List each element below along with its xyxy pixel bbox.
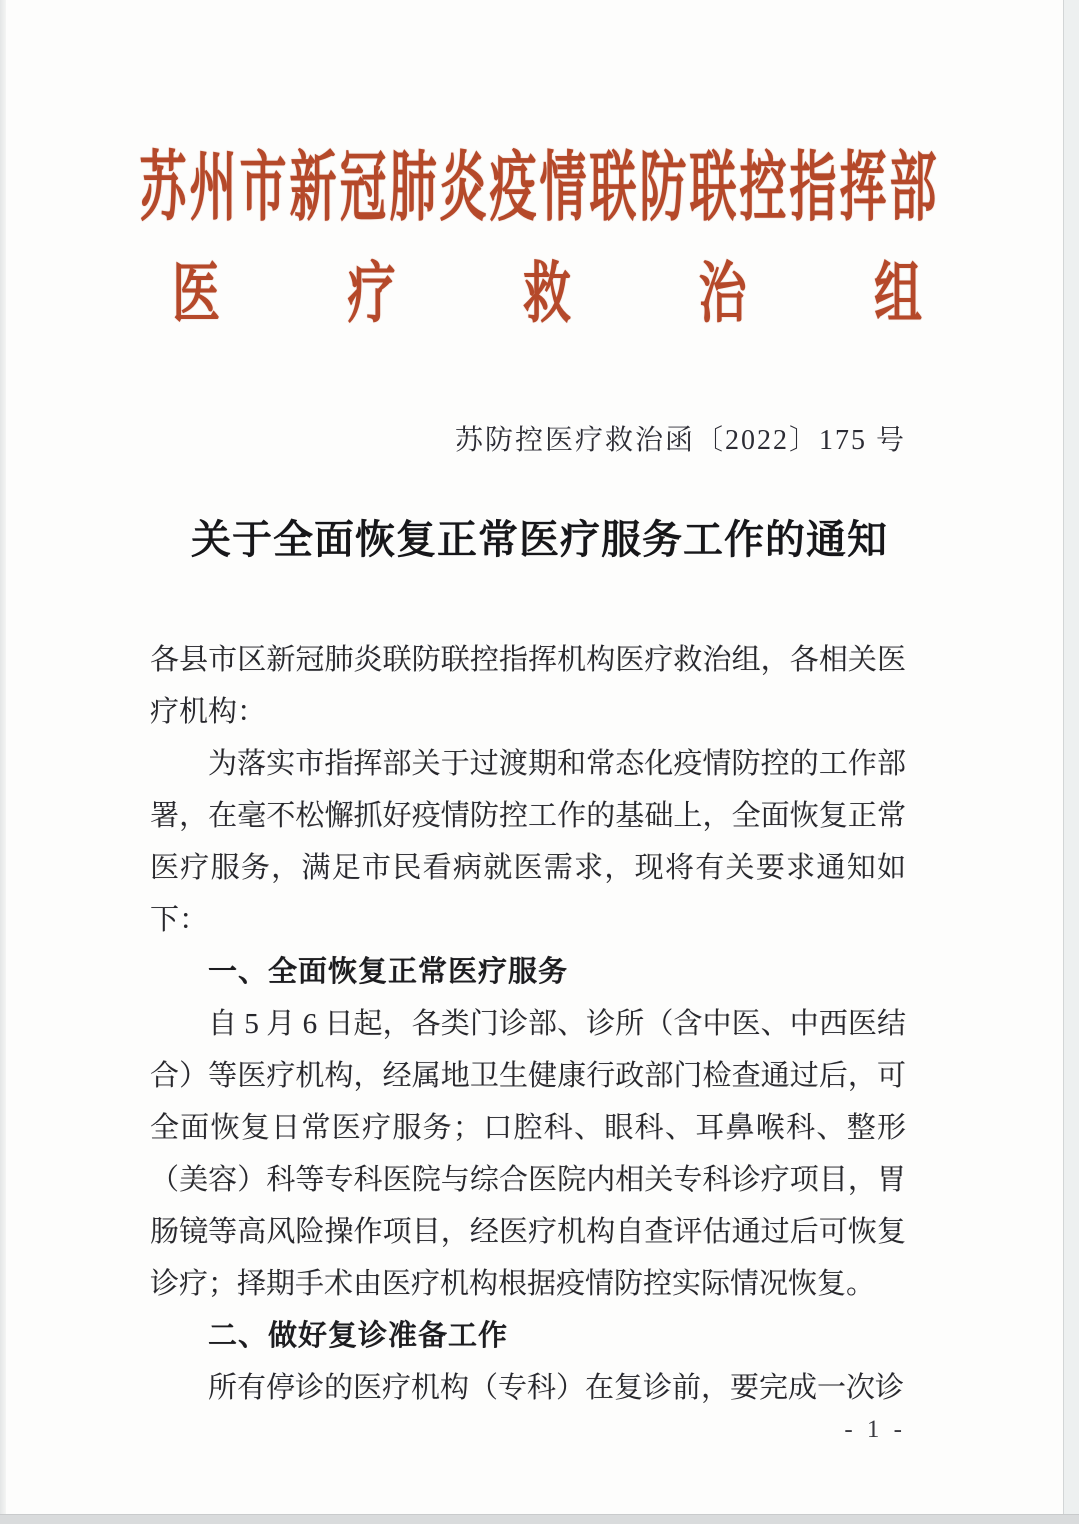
section-1-paragraph: 自 5 月 6 日起，各类门诊部、诊所（含中医、中西医结合）等医疗机构，经属地卫生健康行政部门检查通过后，可全面恢复日常医疗服务；口腔科、眼科、耳鼻喉科、整形（美容）科等专科医院与综合医院内相关专科诊疗项目，胃肠镜等高风险操作项目，经医疗机构自查评估通过后可恢复诊疗；择期手术由医疗机构根据疫情防控实际情况恢复。: [150, 1008, 906, 1300]
photo-edge-bottom: [0, 1514, 1079, 1524]
section-2-paragraph: 所有停诊的医疗机构（专科）在复诊前，要完成一次诊: [208, 1372, 905, 1404]
org-name-char: 医: [172, 257, 221, 331]
section-heading-2: 二、做好复诊准备工作: [208, 1320, 509, 1352]
org-name-char: 疗: [347, 257, 396, 331]
intro-paragraph: 为落实市指挥部关于过渡期和常态化疫情防控的工作部署，在毫不松懈抓好疫情防控工作的基础上，全面恢复正常医疗服务，满足市民看病就医需求，现将有关要求通知如下：: [150, 748, 906, 936]
letterhead-org-name-line2: [172, 257, 922, 331]
org-name-char: 救: [522, 257, 571, 331]
org-name-char: 组: [873, 257, 922, 331]
document-reference-number: 苏防控医疗救治函〔2022〕175 号: [454, 425, 906, 456]
page-number: - 1 -: [844, 1416, 906, 1443]
org-name-char: 治: [698, 257, 747, 331]
salutation-paragraph: 各县市区新冠肺炎联防联控指挥机构医疗救治组，各相关医疗机构：: [150, 644, 906, 728]
photo-edge-right: [1063, 0, 1079, 1524]
notice-body: [150, 634, 906, 1414]
section-heading-1: 一、全面恢复正常医疗服务: [208, 956, 569, 988]
photo-edge-left: [0, 0, 6, 1524]
letterhead-org-name-line1: 苏州市新冠肺炎疫情联防联控指挥部: [139, 147, 940, 232]
notice-title: 关于全面恢复正常医疗服务工作的通知: [191, 517, 888, 562]
